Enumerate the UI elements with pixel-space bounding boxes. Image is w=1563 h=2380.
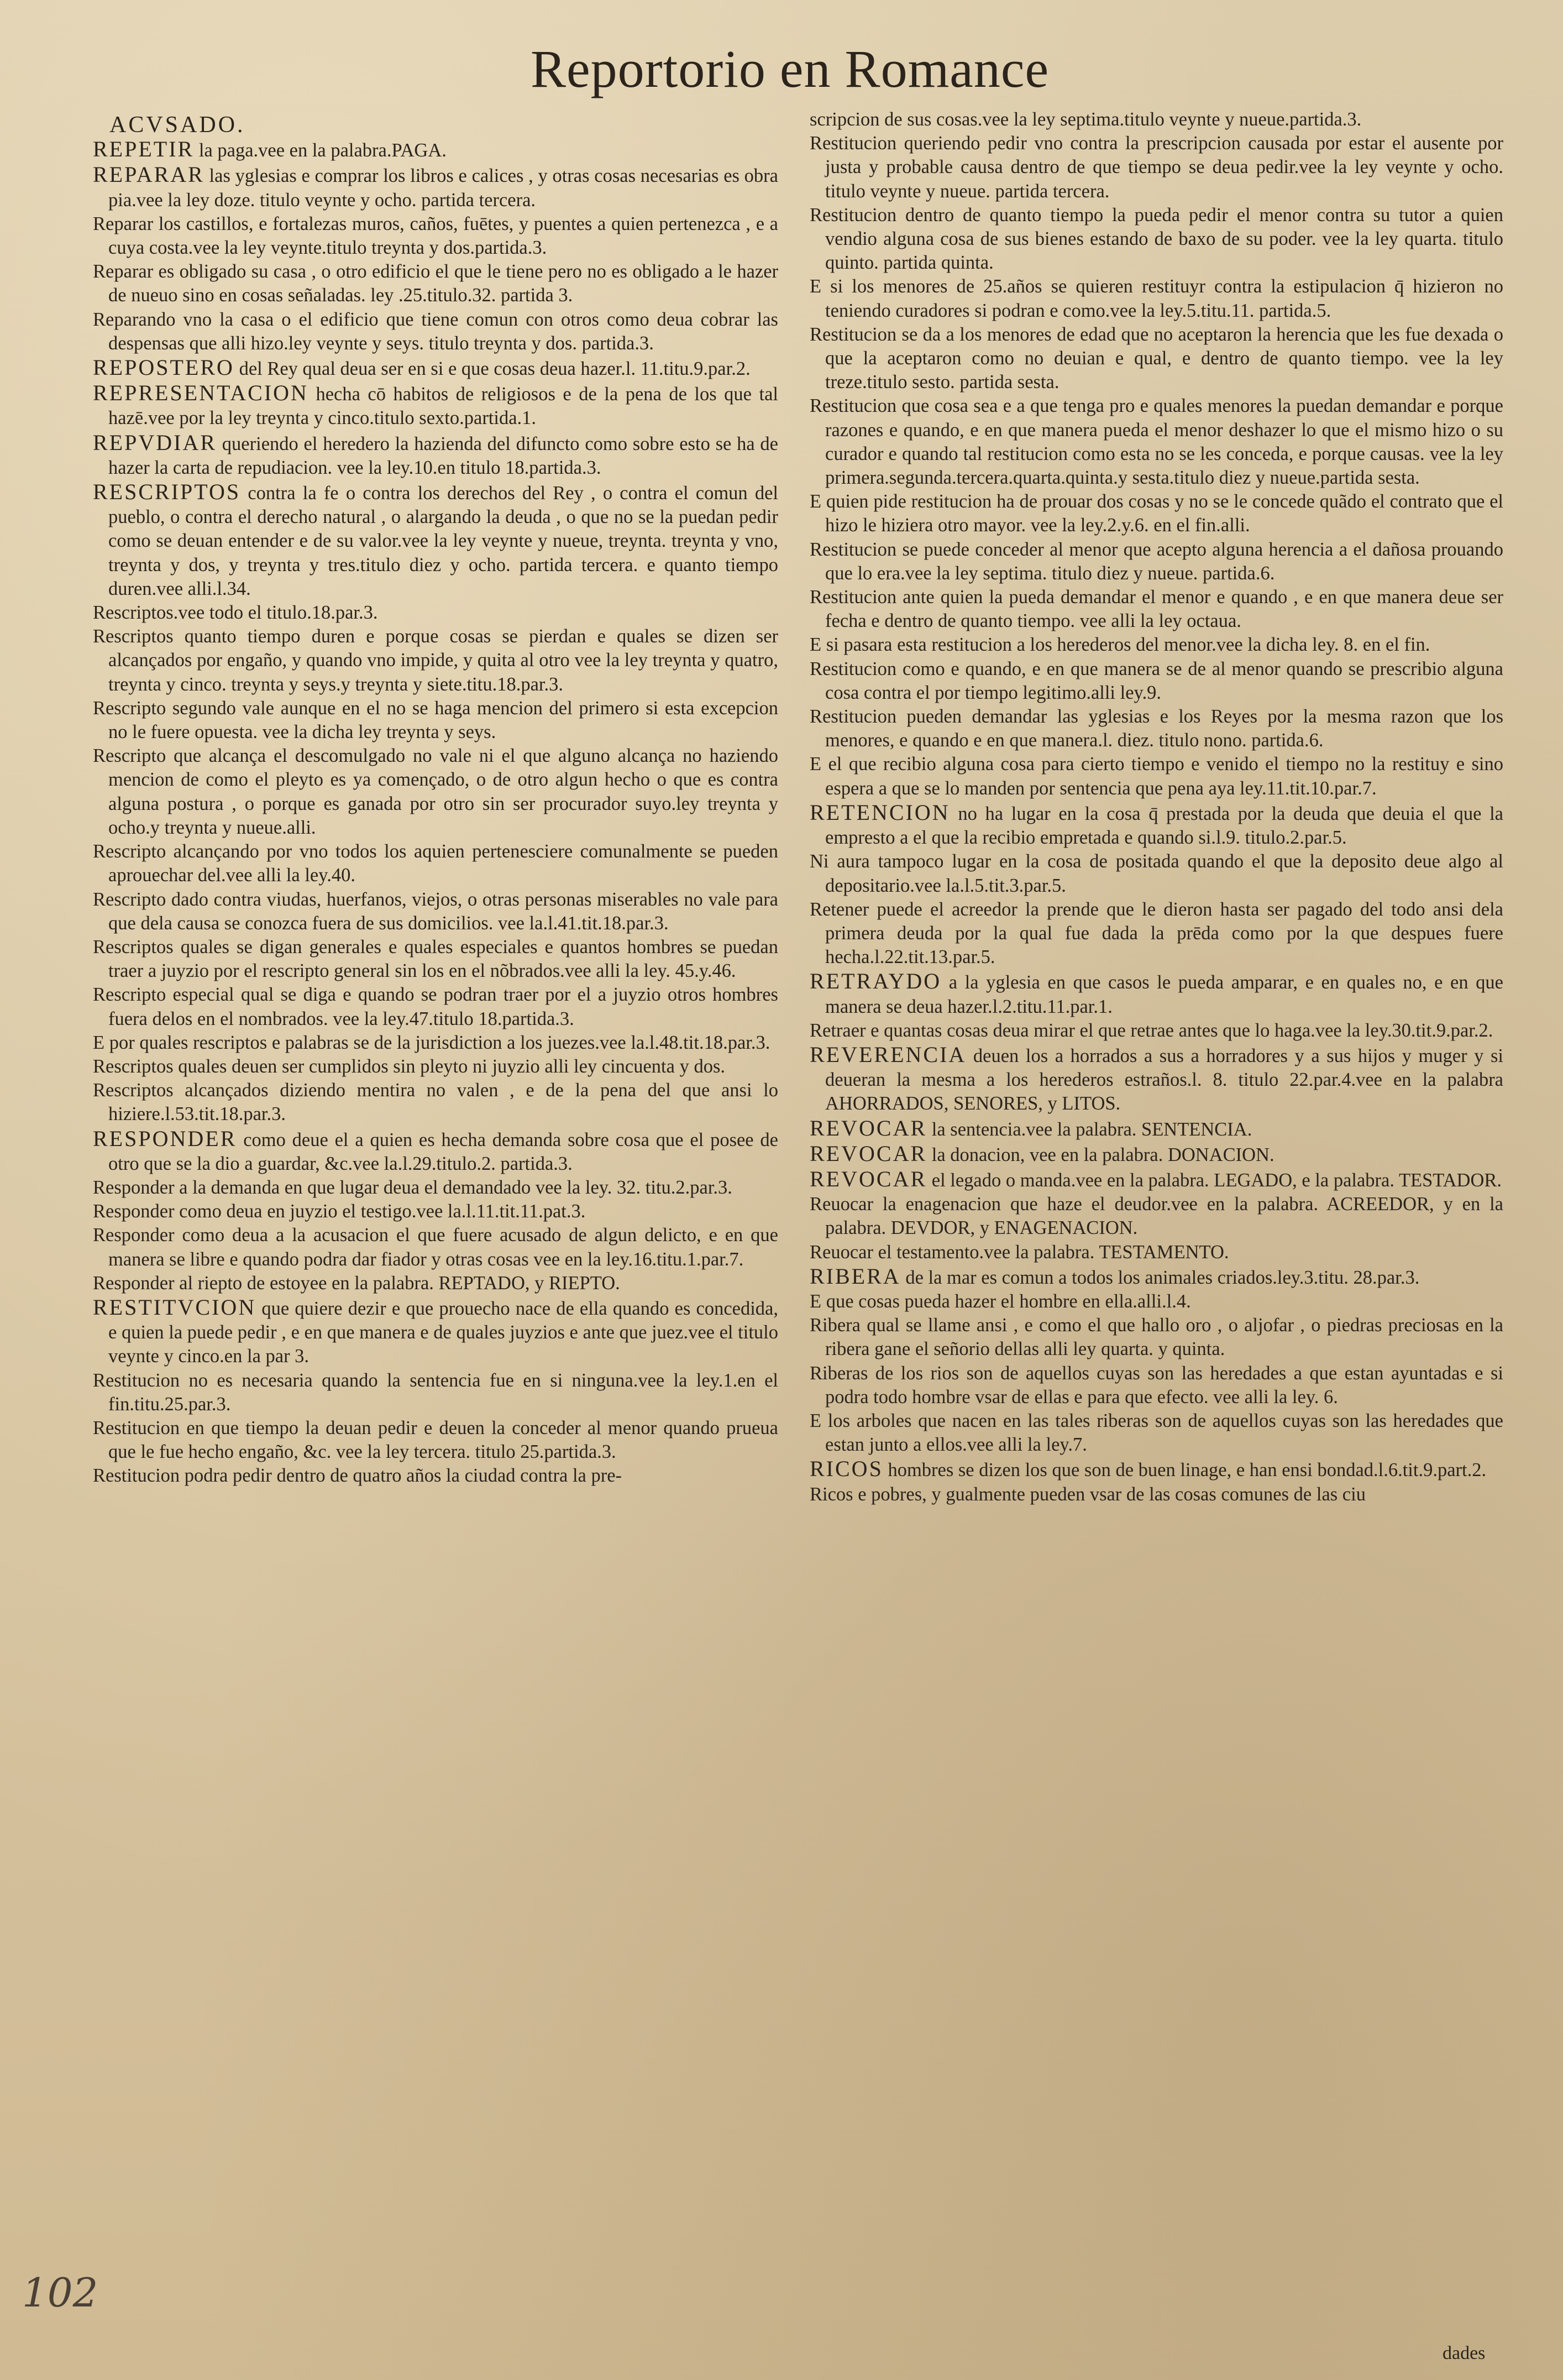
index-entry [810, 538, 1503, 585]
entry-text: Reparar los castillos, e fortalezas muros, caños, fuētes, y puentes a quien pertenezca , e a cuya costa.vee la ley veynte.titulo treynta y dos.partida.3. [93, 213, 778, 259]
entry-text: E si pasara esta restitucion a los herederos del menor.vee la dicha ley. 8. en el fin. [810, 634, 1430, 656]
index-entry [810, 394, 1503, 490]
entry-text: Restitucion que cosa sea e a que tenga pro e quales menores la puedan demandar e porque razones e quando, e en que manera pueda el menor deshazer lo que el mismo hizo o su curador e quando tal restitucion como esta no se les conceda, e porque causas. vee la ley primera.segunda.tercera.quarta.quinta.y sesta.titulo diez y nueue.partida sesta. [810, 395, 1503, 489]
entry-text: hecha cō habitos de religiosos e de la pena de los que tal hazē.vee por la ley treynta y cinco.titulo sexto.partida.1. [108, 384, 778, 429]
index-entry [810, 1192, 1503, 1240]
catchword: dades [1443, 2343, 1486, 2363]
index-entry [93, 1295, 778, 1369]
entry-text: Ribera qual se llame ansi , e como el que hallo oro , o aljofar , o piedras preciosas en la ribera gane el señorio dellas alli ley quarta. y quinta. [810, 1315, 1503, 1360]
index-entry [810, 1116, 1503, 1142]
entry-text: Rescriptos quales se digan generales e quales especiales e quantos hombres se puedan traer a juyzio por el rescripto general sin los en el nõbrados.vee alli la ley. 45.y.46. [93, 936, 778, 982]
right-entry-list [810, 108, 1503, 1507]
page-header: Reportorio en Romance [531, 39, 1050, 98]
entry-text: Restitucion no es necesaria quando la sentencia fue en si ninguna.vee la ley.1.en el fin.titu.25.par.3. [93, 1369, 778, 1415]
entry-text: que quiere dezir e que prouecho nace de ella quando es concedida, e quien la puede pedir , e en que manera e de quales juyzios e ante que juez.vee el titulo veynte y cinco.en la par 3. [108, 1298, 778, 1367]
entry-text: E el que recibio alguna cosa para cierto tiempo e venido el tiempo no la restituy e sino espera a que se lo manden por sentencia que pena aya ley.11.tit.10.par.7. [810, 754, 1503, 799]
entry-keyword: RICOS [810, 1456, 883, 1482]
entry-keyword: REVOCAR [810, 1141, 927, 1166]
index-entry [93, 601, 778, 625]
left-column [93, 113, 778, 1488]
index-entry [810, 1483, 1503, 1507]
entry-text: como deue el a quien es hecha demanda sobre cosa que el posee de otro que se la dio a guardar, &c.vee la.l.29.titulo.2. partida.3. [108, 1129, 778, 1174]
entry-text: Responder a la demanda en que lugar deua el demandado vee la ley. 32. titu.2.par.3. [93, 1176, 732, 1198]
index-entry [810, 1167, 1503, 1192]
index-entry [93, 308, 778, 355]
entry-keyword: RETENCION [810, 799, 950, 825]
entry-keyword: REPARAR [93, 162, 204, 187]
entry-text: el legado o manda.vee en la palabra. LEGADO, e la palabra. TESTADOR. [927, 1169, 1502, 1191]
index-entry [810, 1290, 1503, 1314]
index-entry [810, 850, 1503, 897]
entry-keyword: REPOSTERO [93, 355, 234, 380]
entry-text: Rescripto dado contra viudas, huerfanos, viejos, o otras personas miserables no vale para que dela causa se conozca fuera de sus domicilios. vee la.l.41.tit.18.par.3. [93, 888, 778, 934]
index-entry [93, 480, 778, 601]
entry-text: scripcion de sus cosas.vee la ley septima.titulo veynte y nueue.partida.3. [810, 109, 1362, 130]
index-entry [810, 323, 1503, 395]
entry-text: la donacion, vee en la palabra. DONACION. [927, 1144, 1274, 1165]
entry-text: Rescripto que alcança el descomulgado no vale ni el que alguno alcança no haziendo mencion de como el pleyto es ya començado, o de otro algun hecho o que es contra alguna postura , o porque es ganada por otro sin ser procurador suyo.ley treynta y ocho.y treynta y nueue.alli. [93, 745, 778, 838]
entry-text: hombres se dizen los que son de buen linage, e han ensi bondad.l.6.tit.9.part.2. [883, 1460, 1487, 1481]
index-entry [93, 1464, 778, 1488]
entry-text: E por quales rescriptos e palabras se de la jurisdiction a los juezes.vee la.l.48.tit.18.par.3. [93, 1032, 770, 1053]
index-entry [93, 355, 778, 381]
index-entry [810, 1019, 1503, 1043]
index-entry [93, 1176, 778, 1200]
entry-text: queriendo el heredero la hazienda del difuncto como sobre esto se ha de hazer la carta de repudiacion. vee la ley.10.en titulo 18.partida.3. [108, 433, 778, 478]
entry-text: Rescriptos quales deuen ser cumplidos sin pleyto ni juyzio alli ley cincuenta y dos. [93, 1055, 726, 1077]
index-entry [93, 260, 778, 307]
index-entry [810, 633, 1503, 657]
index-entry [810, 1409, 1503, 1457]
index-entry [93, 163, 778, 212]
entry-text: no ha lugar en la cosa q̄ prestada por la deuda que deuia el que la empresto a el que la recibio empretada e quando si.l.9. titulo.2.par.5. [825, 803, 1503, 849]
index-entry [93, 1369, 778, 1416]
entry-text: deuen los a horrados a sus a horradores y a sus hijos y muger y si deueran la mesma a los herederos estraños.l. 8. titulo 22.par.4.vee en la palabra AHORRADOS, SENORES, y LITOS. [825, 1045, 1503, 1115]
entry-text: la sentencia.vee la palabra. SENTENCIA. [927, 1118, 1252, 1140]
entry-text: Restitucion dentro de quanto tiempo la pueda pedir el menor contra su tutor a quien vendio alguna cosa de sus bienes estando de baxo de su poder. vee la ley quarta. titulo quinto. partida quinta. [810, 204, 1503, 274]
entry-text: las yglesias e comprar los libros e calices , y otras cosas necesarias es obra pia.vee la ley doze. titulo veynte y ocho. partida tercera. [108, 165, 778, 211]
entry-text: contra la fe o contra los derechos del Rey , o contra el comun del pueblo, o contra el derecho natural , o alargando la deuda , o que no se la puedan pedir como se deuan entender e de su valor.vee la ley veynte y nueue, treynta. treynta y vno, treynta y dos, y treynta y tres.titulo diez y ocho. partida tercera. e quanto tiempo duren.vee alli.l.34. [108, 483, 778, 599]
index-entry [810, 1457, 1503, 1482]
entry-keyword: RIBERA [810, 1263, 901, 1289]
entry-keyword: REVOCAR [810, 1166, 927, 1191]
index-entry [93, 212, 778, 260]
entry-keyword: REVERENCIA [810, 1042, 967, 1067]
entry-text: del Rey qual deua ser en si e que cosas deua hazer.l. 11.titu.9.par.2. [234, 358, 751, 380]
entry-text: Restitucion podra pedir dentro de quatro años la ciudad contra la pre- [93, 1465, 622, 1487]
entry-text: E los arboles que nacen en las tales riberas son de aquellos cuyas son las heredades que estan junto a ellos.vee alli la ley.7. [810, 1410, 1503, 1456]
entry-text: Reuocar la enagenacion que haze el deudor.vee en la palabra. ACREEDOR, y en la palabra. DEVDOR, y ENAGENACION. [810, 1194, 1503, 1239]
entry-text: Restitucion pueden demandar las yglesias e los Reyes por la mesma razon que los menores, e quando e en que manera.l. diez. titulo nono. partida.6. [810, 706, 1503, 751]
index-entry [810, 705, 1503, 752]
index-entry [93, 1200, 778, 1223]
index-entry [93, 840, 778, 887]
entry-text: Reparar es obligado su casa , o otro edificio el que le tiene pero no es obligado a le hazer de nueuo sino en cosas señaladas. ley .25.titulo.32. partida 3. [93, 261, 778, 306]
index-entry [810, 203, 1503, 275]
entry-text: la paga.vee en la palabra.PAGA. [194, 140, 447, 161]
index-entry [810, 657, 1503, 705]
entry-text: Responder como deua en juyzio el testigo.vee la.l.11.tit.11.pat.3. [93, 1201, 586, 1222]
index-entry [810, 490, 1503, 537]
index-entry [93, 744, 778, 840]
index-entry [93, 697, 778, 744]
right-column [810, 108, 1503, 1507]
entry-text: E si los menores de 25.años se quieren restituyr contra la estipulacion q̄ hizieron no teniendo curadores si podran e como.vee la ley.5.titu.11. partida.5. [810, 276, 1503, 321]
entry-text: Responder como deua a la acusacion el que fuere acusado de algun delicto, e en que manera se libre e quando podra dar fiador y otras cosas vee en la ley.16.titu.1.par.7. [93, 1225, 778, 1270]
entry-text: Restitucion en que tiempo la deuan pedir e deuen la conceder al menor quando prueua que le fue hecho engaño, &c. vee la ley tercera. titulo 25.partida.3. [93, 1417, 778, 1463]
index-entry [93, 935, 778, 983]
entry-text: Restitucion se puede conceder al menor que acepto alguna herencia a el dañosa prouando que lo era.vee la ley septima. titulo diez y nueue. partida.6. [810, 538, 1503, 584]
entry-keyword: RESPONDER [93, 1126, 237, 1151]
entry-keyword: REPRESENTACION [93, 380, 308, 406]
entry-text: Rescripto alcançando por vno todos los aquien pertenesciere comunalmente se pueden aprouechar del.vee alli la ley.40. [93, 841, 778, 886]
index-entry [93, 1055, 778, 1079]
entry-text: Reuocar el testamento.vee la palabra. TESTAMENTO. [810, 1241, 1229, 1263]
entry-text: Rescriptos alcançados diziendo mentira no valen , e de la pena del que ansi lo hiziere.l.53.tit.18.par.3. [93, 1080, 778, 1125]
entry-text: Rescriptos.vee todo el titulo.18.par.3. [93, 602, 378, 624]
index-entry [93, 1416, 778, 1464]
index-entry [810, 275, 1503, 322]
index-entry [93, 1223, 778, 1271]
entry-text: Rescripto segundo vale aunque en el no se haga mencion del primero si esta excepcion no le fuere opuesta. vee la dicha ley treynta y seys. [93, 697, 778, 743]
index-entry [810, 132, 1503, 203]
index-entry [810, 1241, 1503, 1264]
index-entry [810, 752, 1503, 800]
index-entry [810, 801, 1503, 850]
index-entry [810, 898, 1503, 970]
left-entry-list [93, 137, 778, 1488]
entry-keyword: RESTITVCION [93, 1294, 256, 1320]
entry-text: E quien pide restitucion ha de prouar dos cosas y no se le concede quãdo el contrato que el hizo le hiziera otro mayor. vee la ley.2.y.6. en el fin.alli. [810, 491, 1503, 536]
index-entry [93, 625, 778, 697]
index-entry [93, 1127, 778, 1176]
entry-text: Reparando vno la casa o el edificio que tiene comun con otros como deua cobrar las despensas que alli hizo.ley veynte y seys. titulo treynta y dos. partida.3. [93, 308, 778, 354]
index-entry [93, 1079, 778, 1126]
entry-text: Responder al riepto de estoyee en la palabra. REPTADO, y RIEPTO. [93, 1272, 620, 1294]
entry-text: Retraer e quantas cosas deua mirar el que retrae antes que lo haga.vee la ley.30.tit.9.par.2. [810, 1019, 1493, 1041]
entry-text: Ni aura tampoco lugar en la cosa de positada quando el que la deposito deue algo al depositario.vee la.l.5.tit.3.par.5. [810, 851, 1503, 896]
left-heading: ACVSADO. [109, 112, 245, 138]
index-entry [93, 983, 778, 1031]
entry-text: Restitucion se da a los menores de edad que no aceptaron la herencia que les fue dexada o que la aceptaron como no deuian e qual, e dentro de quanto tiempo. vee la ley treze.titulo sesto. partida sesta. [810, 323, 1503, 393]
entry-text: Retener puede el acreedor la prende que le dieron hasta ser pagado del todo ansi dela primera deuda por la qual fue dada la prēda como por la que despues fuere hecha.l.22.tit.13.par.5. [810, 898, 1503, 968]
entry-text: Restitucion queriendo pedir vno contra la prescripcion causada por estar el ausente por justa y probable causa dentro de que tiempo se deua pedir.vee la ley veynte y ocho. titulo veynte y nueue. partida tercera. [810, 133, 1503, 202]
folio-number: 102 [22, 2269, 98, 2316]
entry-keyword: RESCRIPTOS [93, 479, 241, 505]
entry-text: Riberas de los rios son de aquellos cuyas son las heredades a que estan ayuntadas e si podra todo hombre vsar de ellas e para que efecto. vee alli la ley. 6. [810, 1362, 1503, 1408]
entry-text: Restitucion como e quando, e en que manera se de al menor quando se prescribio alguna cosa contra el por tiempo legitimo.alli ley.9. [810, 658, 1503, 703]
index-entry [810, 1362, 1503, 1409]
index-entry [810, 585, 1503, 633]
index-entry [810, 1264, 1503, 1290]
index-entry [93, 1272, 778, 1295]
index-entry [93, 1031, 778, 1055]
index-entry [810, 969, 1503, 1018]
index-entry [93, 381, 778, 430]
entry-text: de la mar es comun a todos los animales criados.ley.3.titu. 28.par.3. [900, 1267, 1420, 1288]
index-entry [93, 431, 778, 480]
entry-text: a la yglesia en que casos le pueda amparar, e en quales no, e en que manera se deua hazer.l.2.titu.11.par.1. [825, 972, 1503, 1017]
entry-text: Rescripto especial qual se diga e quando se podran traer por el a juyzio otros hombres fuera delos en el nombrados. vee la ley.47.titulo 18.partida.3. [93, 984, 778, 1029]
entry-keyword: REPETIR [93, 137, 195, 162]
index-entry [810, 1314, 1503, 1361]
entry-text: E que cosas pueda hazer el hombre en ella.alli.l.4. [810, 1290, 1191, 1312]
entry-keyword: REVOCAR [810, 1115, 927, 1141]
entry-keyword: REPVDIAR [93, 430, 217, 455]
entry-text: Rescriptos quanto tiempo duren e porque cosas se pierdan e quales se dizen ser alcançados por engaño, y quando vno impide, y quita al otro vee la ley treynta y quatro, treynta y cinco. treynta y seys.y treynta y siete.titu.18.par.3. [93, 626, 778, 695]
index-entry [810, 108, 1503, 132]
index-entry [810, 1142, 1503, 1167]
index-entry [93, 137, 778, 163]
index-entry [93, 888, 778, 935]
entry-text: Ricos e pobres, y gualmente pueden vsar de las cosas comunes de las ciu [810, 1483, 1366, 1505]
entry-keyword: RETRAYDO [810, 969, 942, 994]
index-entry [810, 1043, 1503, 1116]
entry-text: Restitucion ante quien la pueda demandar el menor e quando , e en que manera deue ser fecha e dentro de quanto tiempo. vee alli la ley octaua. [810, 587, 1503, 632]
